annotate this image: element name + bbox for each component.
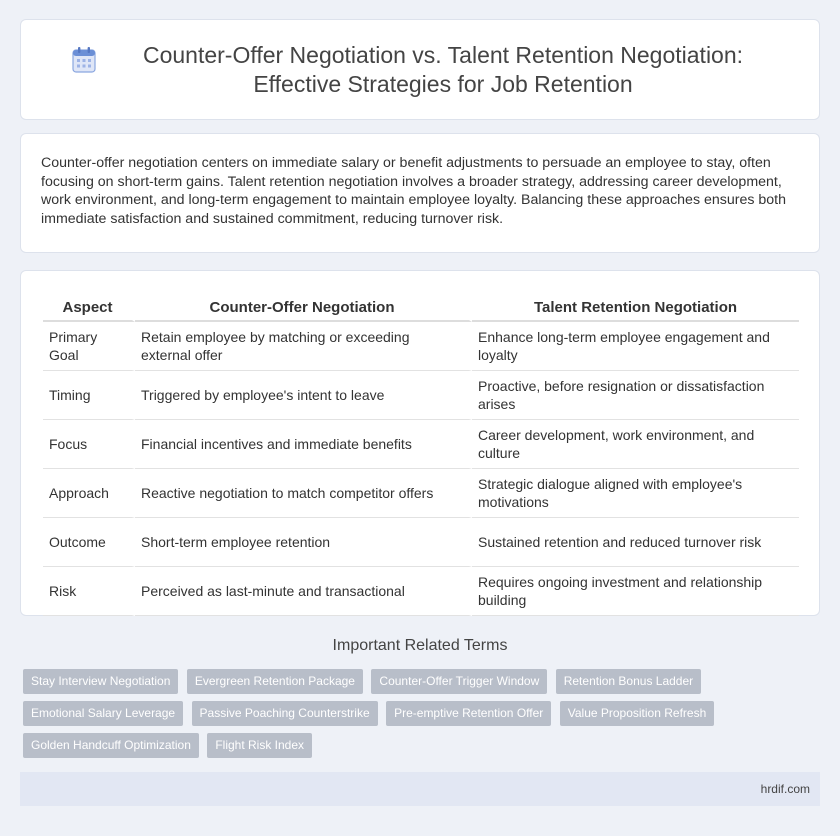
related-term-tag[interactable]: Emotional Salary Leverage <box>23 701 183 726</box>
footer <box>20 772 820 806</box>
comparison-table-card <box>20 270 820 616</box>
related-terms-title: Important Related Terms <box>332 637 508 654</box>
related-term-tag[interactable]: Stay Interview Negotiation <box>23 669 178 694</box>
calendar-icon <box>72 47 96 73</box>
related-term-tag[interactable]: Flight Risk Index <box>207 733 312 758</box>
related-term-tag[interactable]: Value Proposition Refresh <box>560 701 715 726</box>
header-counter-offer: Counter-Offer Negotiation <box>135 297 472 322</box>
table-cell-aspect: Approach <box>43 469 135 518</box>
table-row <box>43 567 799 616</box>
table-cell-counter-offer: Triggered by employee's intent to leave <box>135 371 472 420</box>
table-row <box>43 371 799 420</box>
table-row <box>43 420 799 469</box>
related-term-tag[interactable]: Evergreen Retention Package <box>187 669 363 694</box>
table-row <box>43 469 799 518</box>
footer-site-link[interactable]: hrdif.com <box>760 782 810 796</box>
table-cell-talent-retention: Enhance long-term employee engagement and loyalty <box>472 322 799 371</box>
related-term-tag[interactable]: Pre-emptive Retention Offer <box>386 701 551 726</box>
table-cell-aspect: Outcome <box>43 518 135 567</box>
table-cell-talent-retention: Requires ongoing investment and relationship building <box>472 567 799 616</box>
header-talent-retention: Talent Retention Negotiation <box>472 297 799 322</box>
table-cell-counter-offer: Retain employee by matching or exceeding external offer <box>135 322 472 371</box>
comparison-table <box>43 297 799 616</box>
related-term-tag[interactable]: Passive Poaching Counterstrike <box>192 701 378 726</box>
title-card <box>20 19 820 120</box>
table-row <box>43 322 799 371</box>
table-cell-aspect: Primary Goal <box>43 322 135 371</box>
table-cell-talent-retention: Proactive, before resignation or dissatisfaction arises <box>472 371 799 420</box>
table-cell-counter-offer: Reactive negotiation to match competitor offers <box>135 469 472 518</box>
table-header-row <box>43 297 799 322</box>
table-cell-aspect: Focus <box>43 420 135 469</box>
table-cell-talent-retention: Sustained retention and reduced turnover risk <box>472 518 799 567</box>
table-cell-talent-retention: Strategic dialogue aligned with employee's motivations <box>472 469 799 518</box>
summary-text: Counter-offer negotiation centers on immediate salary or benefit adjustments to persuade an employee to stay, often focusing on short-term gains. Talent retention negotiation involves a broader strategy, addressing career development, work environment, and long-term engagement to maintain employee loyalty. Balancing these approaches ensures both immediate satisfaction and sustained commitment, reducing turnover risk. <box>41 155 787 227</box>
related-term-tag[interactable]: Counter-Offer Trigger Window <box>371 669 547 694</box>
table-cell-counter-offer: Financial incentives and immediate benefits <box>135 420 472 469</box>
related-term-tag[interactable]: Golden Handcuff Optimization <box>23 733 199 758</box>
summary-card <box>20 133 820 253</box>
table-cell-counter-offer: Perceived as last-minute and transactional <box>135 567 472 616</box>
related-terms-tags <box>23 669 813 765</box>
table-cell-aspect: Timing <box>43 371 135 420</box>
table-cell-counter-offer: Short-term employee retention <box>135 518 472 567</box>
table-cell-aspect: Risk <box>43 567 135 616</box>
related-term-tag[interactable]: Retention Bonus Ladder <box>556 669 701 694</box>
page-title: Counter-Offer Negotiation vs. Talent Retention Negotiation: Effective Strategies for Job Retention <box>142 41 744 97</box>
header-aspect: Aspect <box>43 297 135 322</box>
table-cell-talent-retention: Career development, work environment, and culture <box>472 420 799 469</box>
table-row <box>43 518 799 567</box>
